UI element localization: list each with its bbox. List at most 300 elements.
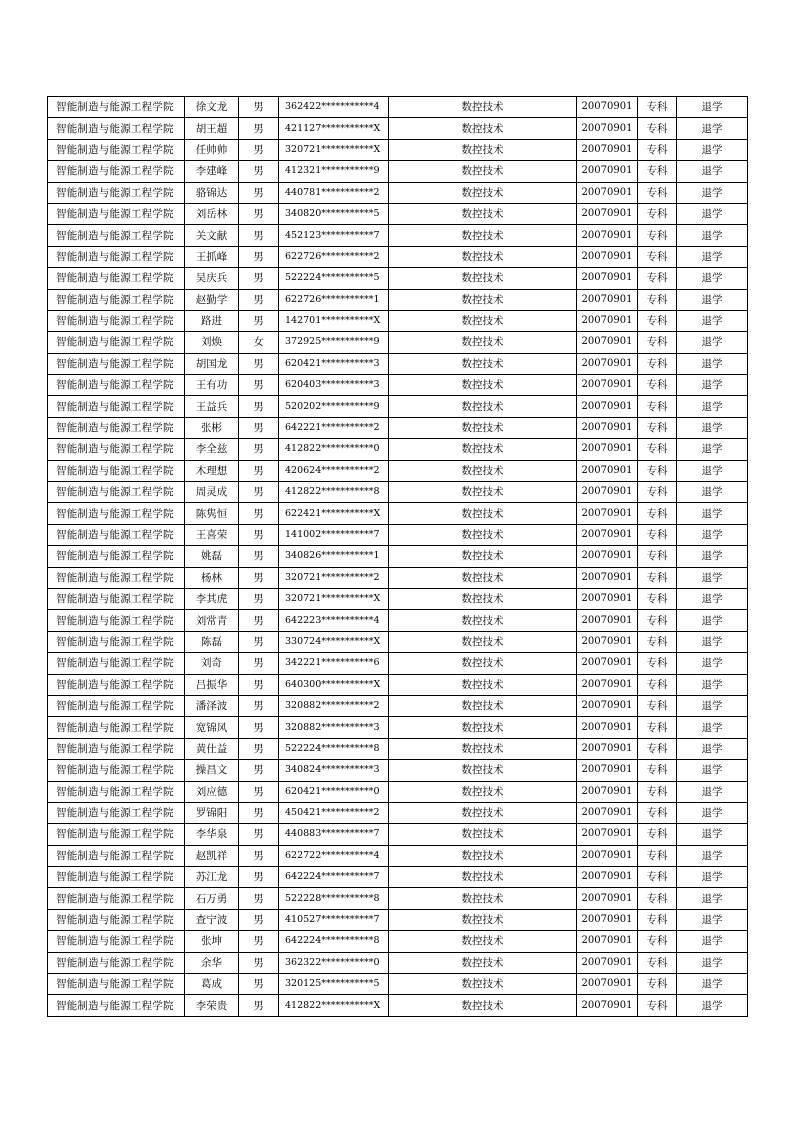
major-cell: 数控技术 bbox=[389, 289, 577, 310]
gender-cell: 男 bbox=[239, 546, 279, 567]
name-cell: 操昌文 bbox=[185, 760, 239, 781]
gender-cell: 男 bbox=[239, 695, 279, 716]
table-row bbox=[48, 546, 748, 567]
major-cell: 数控技术 bbox=[389, 332, 577, 353]
status-cell: 退学 bbox=[677, 631, 748, 652]
major-cell: 数控技术 bbox=[389, 995, 577, 1016]
enroll-date-cell: 20070901 bbox=[577, 396, 638, 417]
id-number-cell: 372925***********9 bbox=[279, 332, 389, 353]
enroll-date-cell: 20070901 bbox=[577, 888, 638, 909]
gender-cell: 男 bbox=[239, 246, 279, 267]
status-cell: 退学 bbox=[677, 824, 748, 845]
status-cell: 退学 bbox=[677, 310, 748, 331]
id-number-cell: 622726***********2 bbox=[279, 246, 389, 267]
level-cell: 专科 bbox=[638, 781, 677, 802]
table-row bbox=[48, 653, 748, 674]
status-cell: 退学 bbox=[677, 653, 748, 674]
major-cell: 数控技术 bbox=[389, 417, 577, 438]
major-cell: 数控技术 bbox=[389, 931, 577, 952]
name-cell: 王抓峰 bbox=[185, 246, 239, 267]
gender-cell: 男 bbox=[239, 289, 279, 310]
level-cell: 专科 bbox=[638, 653, 677, 674]
gender-cell: 男 bbox=[239, 802, 279, 823]
table-row bbox=[48, 310, 748, 331]
id-number-cell: 620421***********0 bbox=[279, 781, 389, 802]
gender-cell: 男 bbox=[239, 653, 279, 674]
major-cell: 数控技术 bbox=[389, 781, 577, 802]
major-cell: 数控技术 bbox=[389, 310, 577, 331]
name-cell: 李荣贵 bbox=[185, 995, 239, 1016]
status-cell: 退学 bbox=[677, 909, 748, 930]
college-cell: 智能制造与能源工程学院 bbox=[48, 524, 185, 545]
gender-cell: 男 bbox=[239, 631, 279, 652]
college-cell: 智能制造与能源工程学院 bbox=[48, 631, 185, 652]
level-cell: 专科 bbox=[638, 139, 677, 160]
id-number-cell: 620421***********3 bbox=[279, 353, 389, 374]
major-cell: 数控技术 bbox=[389, 268, 577, 289]
level-cell: 专科 bbox=[638, 610, 677, 631]
college-cell: 智能制造与能源工程学院 bbox=[48, 310, 185, 331]
level-cell: 专科 bbox=[638, 268, 677, 289]
table-row bbox=[48, 931, 748, 952]
major-cell: 数控技术 bbox=[389, 802, 577, 823]
college-cell: 智能制造与能源工程学院 bbox=[48, 567, 185, 588]
name-cell: 刘奇 bbox=[185, 653, 239, 674]
name-cell: 张彬 bbox=[185, 417, 239, 438]
gender-cell: 男 bbox=[239, 439, 279, 460]
table-row bbox=[48, 225, 748, 246]
id-number-cell: 141002***********7 bbox=[279, 524, 389, 545]
enroll-date-cell: 20070901 bbox=[577, 225, 638, 246]
id-number-cell: 622726***********1 bbox=[279, 289, 389, 310]
status-cell: 退学 bbox=[677, 674, 748, 695]
level-cell: 专科 bbox=[638, 417, 677, 438]
id-number-cell: 620403***********3 bbox=[279, 375, 389, 396]
id-number-cell: 142701***********X bbox=[279, 310, 389, 331]
gender-cell: 男 bbox=[239, 867, 279, 888]
enroll-date-cell: 20070901 bbox=[577, 631, 638, 652]
table-row bbox=[48, 482, 748, 503]
major-cell: 数控技术 bbox=[389, 653, 577, 674]
enroll-date-cell: 20070901 bbox=[577, 246, 638, 267]
table-row bbox=[48, 952, 748, 973]
level-cell: 专科 bbox=[638, 118, 677, 139]
college-cell: 智能制造与能源工程学院 bbox=[48, 460, 185, 481]
status-cell: 退学 bbox=[677, 888, 748, 909]
enroll-date-cell: 20070901 bbox=[577, 653, 638, 674]
major-cell: 数控技术 bbox=[389, 503, 577, 524]
level-cell: 专科 bbox=[638, 760, 677, 781]
table-row bbox=[48, 717, 748, 738]
table-row bbox=[48, 610, 748, 631]
gender-cell: 男 bbox=[239, 974, 279, 995]
table-row bbox=[48, 695, 748, 716]
major-cell: 数控技术 bbox=[389, 760, 577, 781]
enroll-date-cell: 20070901 bbox=[577, 717, 638, 738]
name-cell: 吴庆兵 bbox=[185, 268, 239, 289]
status-cell: 退学 bbox=[677, 246, 748, 267]
id-number-cell: 642224***********7 bbox=[279, 867, 389, 888]
level-cell: 专科 bbox=[638, 952, 677, 973]
level-cell: 专科 bbox=[638, 289, 677, 310]
enroll-date-cell: 20070901 bbox=[577, 161, 638, 182]
enroll-date-cell: 20070901 bbox=[577, 995, 638, 1016]
status-cell: 退学 bbox=[677, 845, 748, 866]
status-cell: 退学 bbox=[677, 974, 748, 995]
enroll-date-cell: 20070901 bbox=[577, 567, 638, 588]
enroll-date-cell: 20070901 bbox=[577, 353, 638, 374]
college-cell: 智能制造与能源工程学院 bbox=[48, 225, 185, 246]
level-cell: 专科 bbox=[638, 332, 677, 353]
id-number-cell: 320721***********2 bbox=[279, 567, 389, 588]
id-number-cell: 320721***********X bbox=[279, 139, 389, 160]
name-cell: 李其虎 bbox=[185, 588, 239, 609]
level-cell: 专科 bbox=[638, 524, 677, 545]
name-cell: 刘常青 bbox=[185, 610, 239, 631]
status-cell: 退学 bbox=[677, 931, 748, 952]
status-cell: 退学 bbox=[677, 546, 748, 567]
id-number-cell: 642224***********8 bbox=[279, 931, 389, 952]
table-row bbox=[48, 674, 748, 695]
enroll-date-cell: 20070901 bbox=[577, 845, 638, 866]
status-cell: 退学 bbox=[677, 524, 748, 545]
gender-cell: 男 bbox=[239, 524, 279, 545]
enroll-date-cell: 20070901 bbox=[577, 867, 638, 888]
table-body bbox=[48, 97, 748, 1017]
college-cell: 智能制造与能源工程学院 bbox=[48, 909, 185, 930]
college-cell: 智能制造与能源工程学院 bbox=[48, 931, 185, 952]
level-cell: 专科 bbox=[638, 503, 677, 524]
gender-cell: 男 bbox=[239, 909, 279, 930]
status-cell: 退学 bbox=[677, 97, 748, 118]
college-cell: 智能制造与能源工程学院 bbox=[48, 246, 185, 267]
college-cell: 智能制造与能源工程学院 bbox=[48, 738, 185, 759]
name-cell: 王有功 bbox=[185, 375, 239, 396]
name-cell: 宽锦风 bbox=[185, 717, 239, 738]
major-cell: 数控技术 bbox=[389, 695, 577, 716]
status-cell: 退学 bbox=[677, 995, 748, 1016]
status-cell: 退学 bbox=[677, 482, 748, 503]
id-number-cell: 412822***********8 bbox=[279, 482, 389, 503]
level-cell: 专科 bbox=[638, 717, 677, 738]
name-cell: 石万勇 bbox=[185, 888, 239, 909]
status-cell: 退学 bbox=[677, 225, 748, 246]
gender-cell: 男 bbox=[239, 482, 279, 503]
status-cell: 退学 bbox=[677, 353, 748, 374]
status-cell: 退学 bbox=[677, 332, 748, 353]
college-cell: 智能制造与能源工程学院 bbox=[48, 674, 185, 695]
gender-cell: 男 bbox=[239, 353, 279, 374]
id-number-cell: 320721***********X bbox=[279, 588, 389, 609]
major-cell: 数控技术 bbox=[389, 610, 577, 631]
college-cell: 智能制造与能源工程学院 bbox=[48, 695, 185, 716]
major-cell: 数控技术 bbox=[389, 888, 577, 909]
id-number-cell: 412822***********X bbox=[279, 995, 389, 1016]
major-cell: 数控技术 bbox=[389, 375, 577, 396]
enroll-date-cell: 20070901 bbox=[577, 802, 638, 823]
gender-cell: 男 bbox=[239, 203, 279, 224]
gender-cell: 男 bbox=[239, 310, 279, 331]
level-cell: 专科 bbox=[638, 931, 677, 952]
gender-cell: 男 bbox=[239, 375, 279, 396]
enroll-date-cell: 20070901 bbox=[577, 332, 638, 353]
name-cell: 刘焕 bbox=[185, 332, 239, 353]
status-cell: 退学 bbox=[677, 375, 748, 396]
table-row bbox=[48, 781, 748, 802]
status-cell: 退学 bbox=[677, 182, 748, 203]
id-number-cell: 522224***********8 bbox=[279, 738, 389, 759]
level-cell: 专科 bbox=[638, 203, 677, 224]
college-cell: 智能制造与能源工程学院 bbox=[48, 588, 185, 609]
status-cell: 退学 bbox=[677, 289, 748, 310]
major-cell: 数控技术 bbox=[389, 952, 577, 973]
id-number-cell: 440781***********2 bbox=[279, 182, 389, 203]
table-row bbox=[48, 417, 748, 438]
gender-cell: 男 bbox=[239, 417, 279, 438]
college-cell: 智能制造与能源工程学院 bbox=[48, 760, 185, 781]
name-cell: 周灵成 bbox=[185, 482, 239, 503]
table-row bbox=[48, 738, 748, 759]
name-cell: 刘岳林 bbox=[185, 203, 239, 224]
major-cell: 数控技术 bbox=[389, 396, 577, 417]
name-cell: 罗锦阳 bbox=[185, 802, 239, 823]
name-cell: 黄仕益 bbox=[185, 738, 239, 759]
name-cell: 吕振华 bbox=[185, 674, 239, 695]
status-cell: 退学 bbox=[677, 439, 748, 460]
table-row bbox=[48, 118, 748, 139]
college-cell: 智能制造与能源工程学院 bbox=[48, 888, 185, 909]
name-cell: 余华 bbox=[185, 952, 239, 973]
major-cell: 数控技术 bbox=[389, 246, 577, 267]
college-cell: 智能制造与能源工程学院 bbox=[48, 845, 185, 866]
table-row bbox=[48, 802, 748, 823]
status-cell: 退学 bbox=[677, 952, 748, 973]
id-number-cell: 420624***********2 bbox=[279, 460, 389, 481]
level-cell: 专科 bbox=[638, 867, 677, 888]
table-row bbox=[48, 974, 748, 995]
college-cell: 智能制造与能源工程学院 bbox=[48, 203, 185, 224]
gender-cell: 男 bbox=[239, 931, 279, 952]
student-records-table bbox=[47, 96, 748, 1017]
level-cell: 专科 bbox=[638, 909, 677, 930]
enroll-date-cell: 20070901 bbox=[577, 588, 638, 609]
college-cell: 智能制造与能源工程学院 bbox=[48, 781, 185, 802]
level-cell: 专科 bbox=[638, 674, 677, 695]
level-cell: 专科 bbox=[638, 353, 677, 374]
enroll-date-cell: 20070901 bbox=[577, 310, 638, 331]
enroll-date-cell: 20070901 bbox=[577, 610, 638, 631]
enroll-date-cell: 20070901 bbox=[577, 909, 638, 930]
college-cell: 智能制造与能源工程学院 bbox=[48, 118, 185, 139]
college-cell: 智能制造与能源工程学院 bbox=[48, 717, 185, 738]
major-cell: 数控技术 bbox=[389, 824, 577, 845]
major-cell: 数控技术 bbox=[389, 97, 577, 118]
gender-cell: 男 bbox=[239, 738, 279, 759]
id-number-cell: 522228***********8 bbox=[279, 888, 389, 909]
id-number-cell: 340826***********1 bbox=[279, 546, 389, 567]
college-cell: 智能制造与能源工程学院 bbox=[48, 867, 185, 888]
college-cell: 智能制造与能源工程学院 bbox=[48, 653, 185, 674]
major-cell: 数控技术 bbox=[389, 974, 577, 995]
gender-cell: 男 bbox=[239, 268, 279, 289]
name-cell: 刘应德 bbox=[185, 781, 239, 802]
name-cell: 姚磊 bbox=[185, 546, 239, 567]
name-cell: 关文献 bbox=[185, 225, 239, 246]
enroll-date-cell: 20070901 bbox=[577, 482, 638, 503]
college-cell: 智能制造与能源工程学院 bbox=[48, 824, 185, 845]
id-number-cell: 640300***********X bbox=[279, 674, 389, 695]
gender-cell: 男 bbox=[239, 139, 279, 160]
enroll-date-cell: 20070901 bbox=[577, 375, 638, 396]
enroll-date-cell: 20070901 bbox=[577, 695, 638, 716]
enroll-date-cell: 20070901 bbox=[577, 182, 638, 203]
id-number-cell: 412822***********0 bbox=[279, 439, 389, 460]
id-number-cell: 440883***********7 bbox=[279, 824, 389, 845]
enroll-date-cell: 20070901 bbox=[577, 139, 638, 160]
college-cell: 智能制造与能源工程学院 bbox=[48, 396, 185, 417]
college-cell: 智能制造与能源工程学院 bbox=[48, 375, 185, 396]
level-cell: 专科 bbox=[638, 182, 677, 203]
table-row bbox=[48, 246, 748, 267]
major-cell: 数控技术 bbox=[389, 631, 577, 652]
name-cell: 赵勤学 bbox=[185, 289, 239, 310]
gender-cell: 男 bbox=[239, 503, 279, 524]
gender-cell: 男 bbox=[239, 396, 279, 417]
table-row bbox=[48, 375, 748, 396]
name-cell: 徐文龙 bbox=[185, 97, 239, 118]
status-cell: 退学 bbox=[677, 867, 748, 888]
major-cell: 数控技术 bbox=[389, 353, 577, 374]
status-cell: 退学 bbox=[677, 203, 748, 224]
level-cell: 专科 bbox=[638, 824, 677, 845]
table-row bbox=[48, 97, 748, 118]
level-cell: 专科 bbox=[638, 246, 677, 267]
college-cell: 智能制造与能源工程学院 bbox=[48, 97, 185, 118]
name-cell: 李建峰 bbox=[185, 161, 239, 182]
major-cell: 数控技术 bbox=[389, 588, 577, 609]
gender-cell: 男 bbox=[239, 610, 279, 631]
name-cell: 李全兹 bbox=[185, 439, 239, 460]
status-cell: 退学 bbox=[677, 738, 748, 759]
college-cell: 智能制造与能源工程学院 bbox=[48, 289, 185, 310]
college-cell: 智能制造与能源工程学院 bbox=[48, 353, 185, 374]
major-cell: 数控技术 bbox=[389, 546, 577, 567]
major-cell: 数控技术 bbox=[389, 182, 577, 203]
table-row bbox=[48, 760, 748, 781]
level-cell: 专科 bbox=[638, 588, 677, 609]
id-number-cell: 410527***********7 bbox=[279, 909, 389, 930]
name-cell: 陈磊 bbox=[185, 631, 239, 652]
enroll-date-cell: 20070901 bbox=[577, 824, 638, 845]
name-cell: 查宁波 bbox=[185, 909, 239, 930]
level-cell: 专科 bbox=[638, 802, 677, 823]
name-cell: 陈隽恒 bbox=[185, 503, 239, 524]
id-number-cell: 452123***********7 bbox=[279, 225, 389, 246]
table-row bbox=[48, 289, 748, 310]
status-cell: 退学 bbox=[677, 588, 748, 609]
table-row bbox=[48, 567, 748, 588]
name-cell: 王喜荣 bbox=[185, 524, 239, 545]
gender-cell: 男 bbox=[239, 824, 279, 845]
status-cell: 退学 bbox=[677, 139, 748, 160]
enroll-date-cell: 20070901 bbox=[577, 97, 638, 118]
major-cell: 数控技术 bbox=[389, 439, 577, 460]
name-cell: 杨林 bbox=[185, 567, 239, 588]
gender-cell: 男 bbox=[239, 182, 279, 203]
enroll-date-cell: 20070901 bbox=[577, 460, 638, 481]
status-cell: 退学 bbox=[677, 717, 748, 738]
table-row bbox=[48, 396, 748, 417]
gender-cell: 男 bbox=[239, 845, 279, 866]
level-cell: 专科 bbox=[638, 845, 677, 866]
table-row bbox=[48, 203, 748, 224]
table-row bbox=[48, 845, 748, 866]
id-number-cell: 622421***********X bbox=[279, 503, 389, 524]
id-number-cell: 622722***********4 bbox=[279, 845, 389, 866]
id-number-cell: 522224***********5 bbox=[279, 268, 389, 289]
gender-cell: 男 bbox=[239, 460, 279, 481]
enroll-date-cell: 20070901 bbox=[577, 439, 638, 460]
level-cell: 专科 bbox=[638, 396, 677, 417]
status-cell: 退学 bbox=[677, 396, 748, 417]
major-cell: 数控技术 bbox=[389, 845, 577, 866]
enroll-date-cell: 20070901 bbox=[577, 417, 638, 438]
level-cell: 专科 bbox=[638, 567, 677, 588]
major-cell: 数控技术 bbox=[389, 567, 577, 588]
level-cell: 专科 bbox=[638, 161, 677, 182]
id-number-cell: 520202***********9 bbox=[279, 396, 389, 417]
major-cell: 数控技术 bbox=[389, 738, 577, 759]
major-cell: 数控技术 bbox=[389, 460, 577, 481]
status-cell: 退学 bbox=[677, 567, 748, 588]
table-row bbox=[48, 824, 748, 845]
college-cell: 智能制造与能源工程学院 bbox=[48, 139, 185, 160]
enroll-date-cell: 20070901 bbox=[577, 674, 638, 695]
id-number-cell: 320882***********3 bbox=[279, 717, 389, 738]
id-number-cell: 642221***********2 bbox=[279, 417, 389, 438]
enroll-date-cell: 20070901 bbox=[577, 503, 638, 524]
gender-cell: 男 bbox=[239, 760, 279, 781]
gender-cell: 男 bbox=[239, 781, 279, 802]
level-cell: 专科 bbox=[638, 97, 677, 118]
name-cell: 任帅帅 bbox=[185, 139, 239, 160]
id-number-cell: 450421***********2 bbox=[279, 802, 389, 823]
college-cell: 智能制造与能源工程学院 bbox=[48, 332, 185, 353]
gender-cell: 男 bbox=[239, 674, 279, 695]
table-row bbox=[48, 524, 748, 545]
table-row bbox=[48, 909, 748, 930]
gender-cell: 男 bbox=[239, 225, 279, 246]
name-cell: 胡王超 bbox=[185, 118, 239, 139]
enroll-date-cell: 20070901 bbox=[577, 268, 638, 289]
status-cell: 退学 bbox=[677, 781, 748, 802]
id-number-cell: 320882***********2 bbox=[279, 695, 389, 716]
level-cell: 专科 bbox=[638, 695, 677, 716]
major-cell: 数控技术 bbox=[389, 867, 577, 888]
id-number-cell: 320125***********5 bbox=[279, 974, 389, 995]
college-cell: 智能制造与能源工程学院 bbox=[48, 268, 185, 289]
id-number-cell: 330724***********X bbox=[279, 631, 389, 652]
gender-cell: 男 bbox=[239, 97, 279, 118]
id-number-cell: 342221***********6 bbox=[279, 653, 389, 674]
level-cell: 专科 bbox=[638, 631, 677, 652]
level-cell: 专科 bbox=[638, 460, 677, 481]
gender-cell: 男 bbox=[239, 118, 279, 139]
status-cell: 退学 bbox=[677, 118, 748, 139]
table-row bbox=[48, 503, 748, 524]
status-cell: 退学 bbox=[677, 503, 748, 524]
enroll-date-cell: 20070901 bbox=[577, 524, 638, 545]
